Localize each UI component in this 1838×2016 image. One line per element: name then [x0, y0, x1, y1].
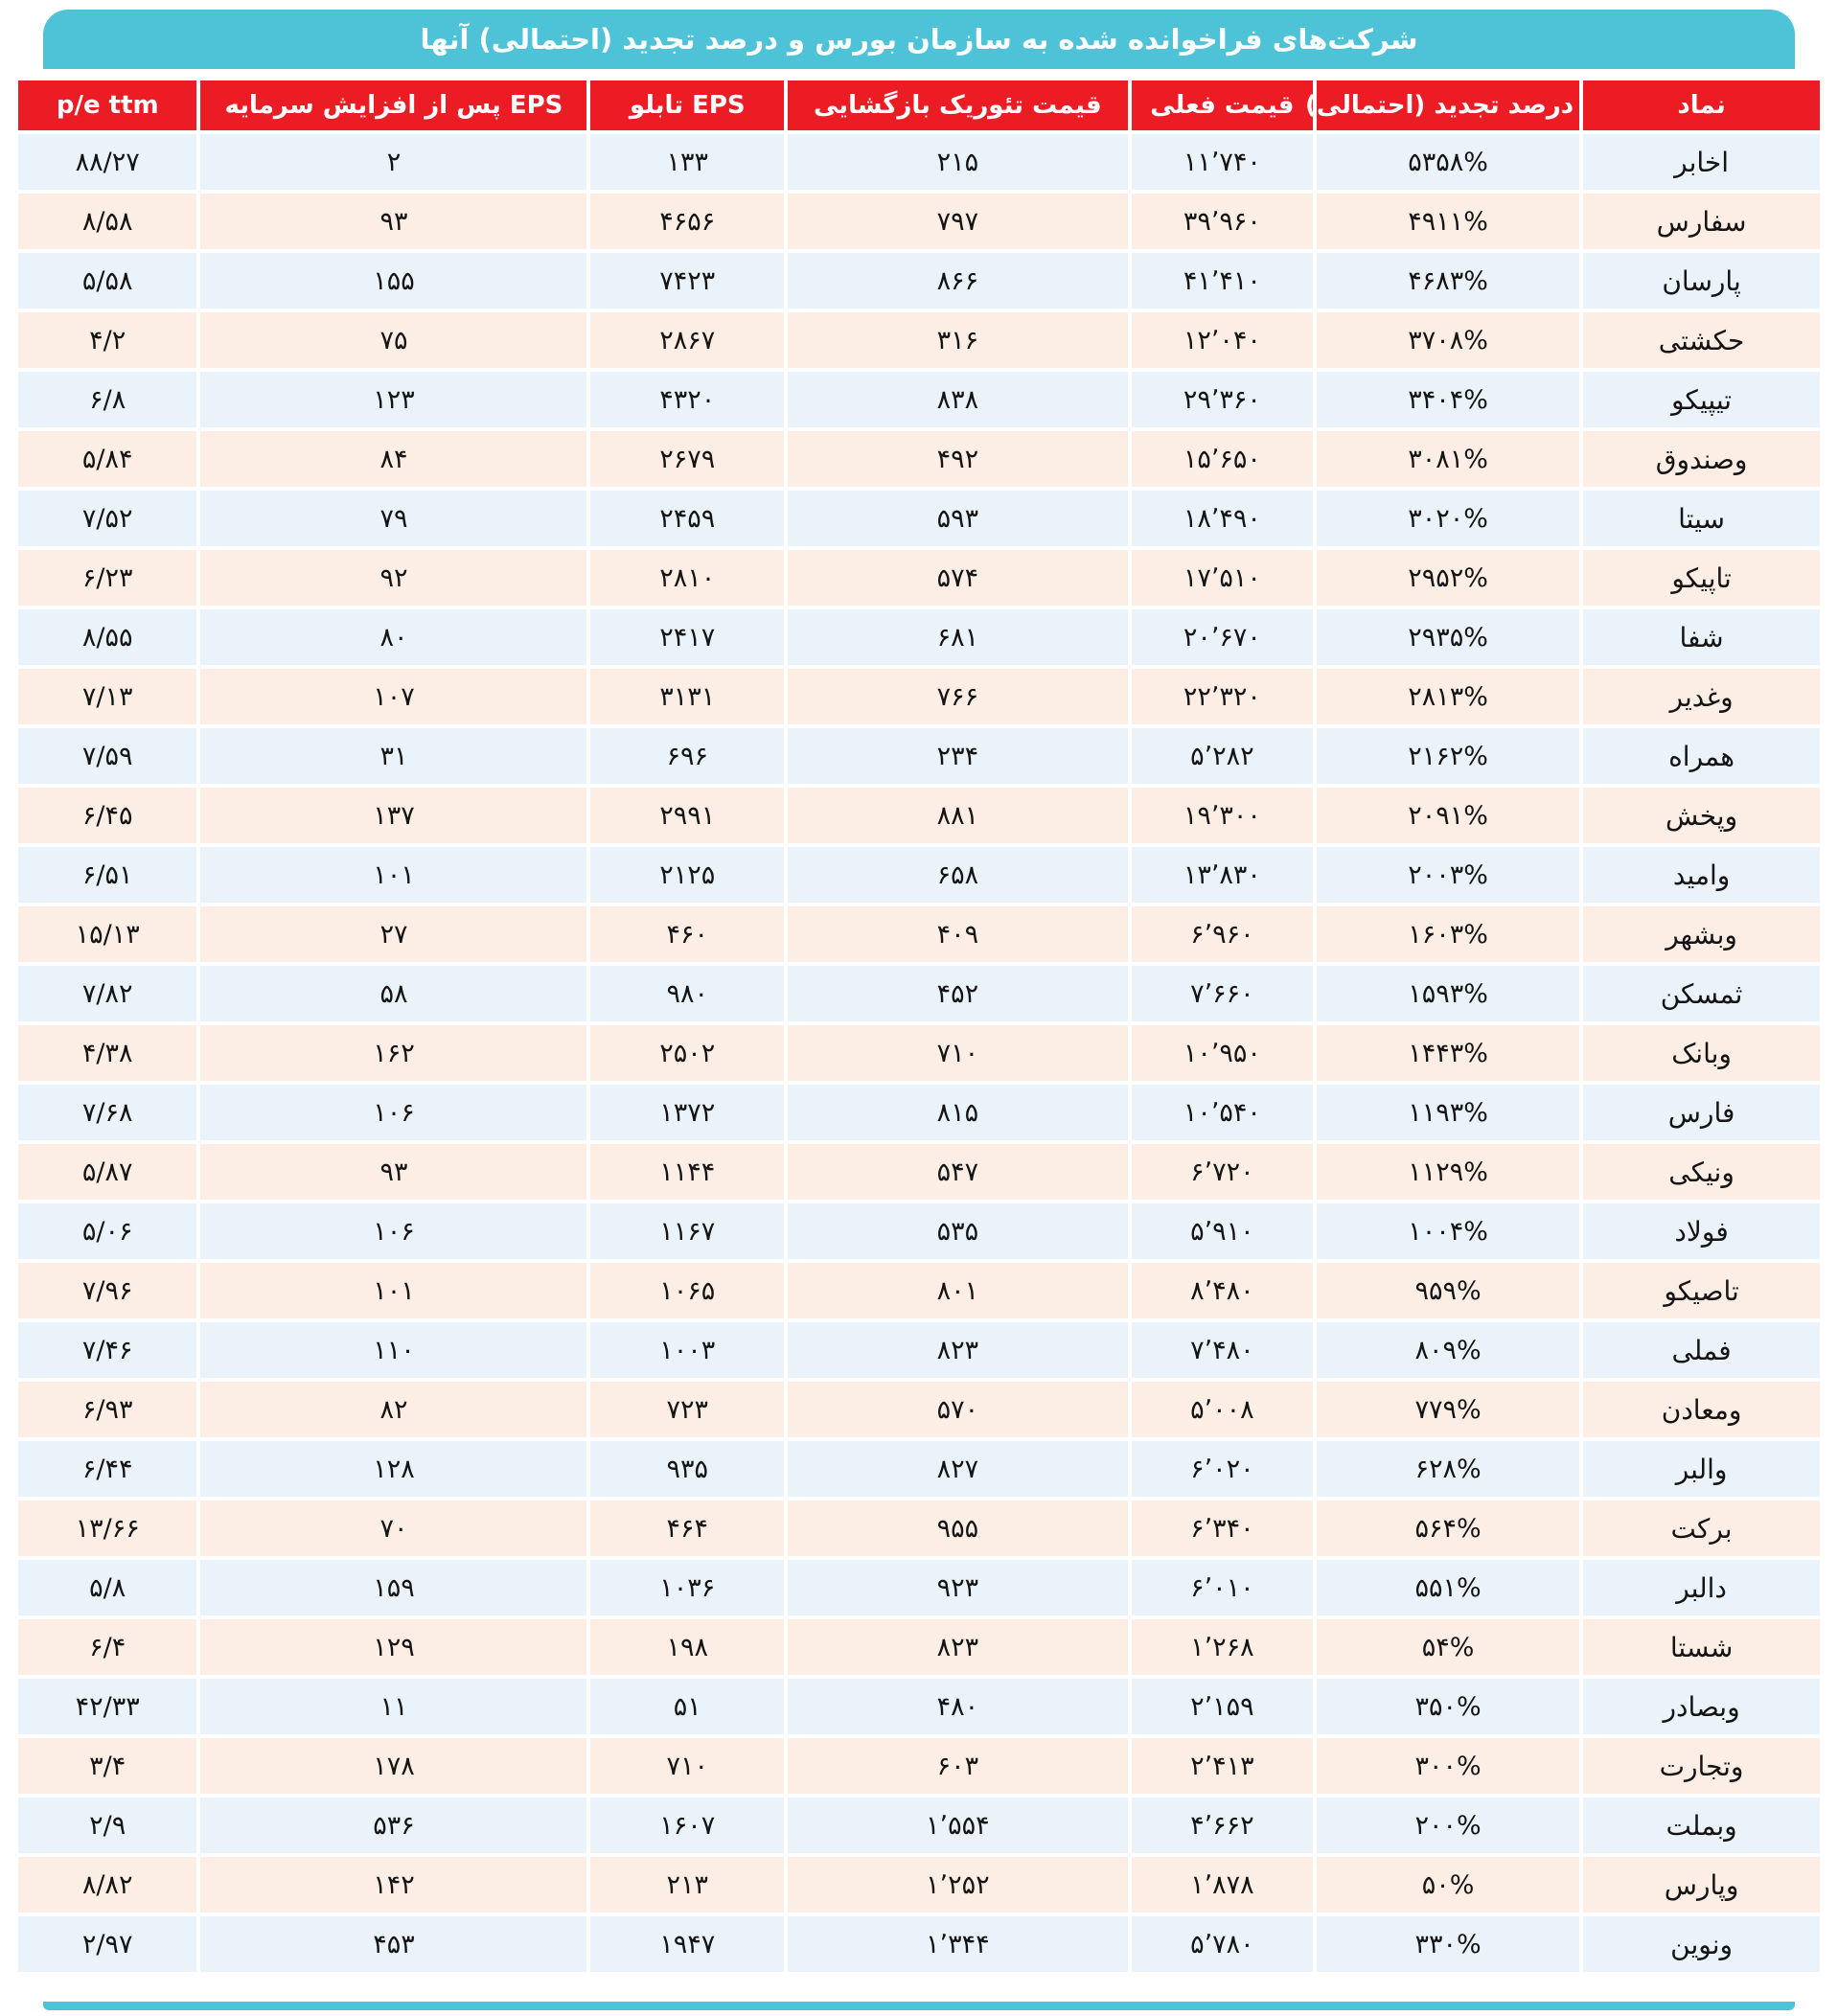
cell-theo: ۵۷۴ [788, 550, 1128, 606]
cell-theo: ۶۸۱ [788, 609, 1128, 665]
column-header-eps-board[interactable]: EPS تابلو [590, 80, 784, 130]
table-row[interactable] [18, 1916, 1820, 1972]
cell-eps_after: ۹۳ [200, 1144, 586, 1200]
cell-pe_ttm: ۷/۶۸ [18, 1085, 196, 1140]
table-row[interactable] [18, 1560, 1820, 1615]
cell-price: ۱۸٬۴۹۰ [1132, 491, 1313, 546]
cell-symbol: فملی [1583, 1322, 1820, 1378]
cell-pe_ttm: ۷/۵۲ [18, 491, 196, 546]
cell-pe_ttm: ۲/۹۷ [18, 1916, 196, 1972]
table-row[interactable] [18, 194, 1820, 249]
cell-theo: ۴۰۹ [788, 906, 1128, 962]
cell-pct: ۲۰۰% [1317, 1798, 1579, 1853]
cell-symbol: والبر [1583, 1441, 1820, 1497]
cell-price: ۱۵٬۶۵۰ [1132, 431, 1313, 487]
cell-price: ۴٬۶۶۲ [1132, 1798, 1313, 1853]
cell-pct: ۲۸۱۳% [1317, 669, 1579, 724]
column-header-price[interactable]: قیمت فعلی [1132, 80, 1313, 130]
cell-eps_after: ۱۲۹ [200, 1619, 586, 1675]
cell-eps_board: ۱۰۳۶ [590, 1560, 784, 1615]
cell-eps_board: ۲۴۱۷ [590, 609, 784, 665]
table-body [18, 134, 1820, 1972]
cell-pe_ttm: ۷/۸۲ [18, 966, 196, 1021]
cell-eps_board: ۳۱۳۱ [590, 669, 784, 724]
cell-pct: ۷۷۹% [1317, 1382, 1579, 1437]
cell-symbol: سفارس [1583, 194, 1820, 249]
cell-symbol: وامید [1583, 847, 1820, 903]
cell-symbol: اخابر [1583, 134, 1820, 190]
cell-price: ۸٬۴۸۰ [1132, 1263, 1313, 1318]
table-row[interactable] [18, 1738, 1820, 1794]
cell-theo: ۸۰۱ [788, 1263, 1128, 1318]
cell-eps_after: ۱۰۶ [200, 1085, 586, 1140]
companies-table [14, 77, 1824, 1976]
cell-theo: ۲۱۵ [788, 134, 1128, 190]
table-row[interactable] [18, 431, 1820, 487]
cell-theo: ۸۱۵ [788, 1085, 1128, 1140]
cell-eps_board: ۱۰۶۵ [590, 1263, 784, 1318]
table-row[interactable] [18, 728, 1820, 784]
cell-eps_after: ۱۳۷ [200, 788, 586, 843]
cell-symbol: ثمسکن [1583, 966, 1820, 1021]
table-row[interactable] [18, 1619, 1820, 1675]
cell-eps_board: ۴۳۲۰ [590, 372, 784, 427]
cell-eps_board: ۲۸۶۷ [590, 312, 784, 368]
table-row[interactable] [18, 550, 1820, 606]
cell-pct: ۵۳۵۸% [1317, 134, 1579, 190]
cell-theo: ۷۶۶ [788, 669, 1128, 724]
cell-symbol: وبانک [1583, 1025, 1820, 1081]
cell-eps_board: ۴۶۴ [590, 1501, 784, 1556]
cell-pct: ۲۰۰۳% [1317, 847, 1579, 903]
cell-symbol: شستا [1583, 1619, 1820, 1675]
cell-eps_board: ۹۸۰ [590, 966, 784, 1021]
cell-symbol: تاصیکو [1583, 1263, 1820, 1318]
cell-symbol: حکشتی [1583, 312, 1820, 368]
table-row[interactable] [18, 312, 1820, 368]
cell-symbol: ونوین [1583, 1916, 1820, 1972]
table-row[interactable] [18, 1085, 1820, 1140]
cell-pct: ۵۶۴% [1317, 1501, 1579, 1556]
cell-theo: ۴۸۰ [788, 1679, 1128, 1734]
table-row[interactable] [18, 372, 1820, 427]
table-row[interactable] [18, 491, 1820, 546]
table-row[interactable] [18, 1857, 1820, 1913]
cell-eps_after: ۷۹ [200, 491, 586, 546]
cell-eps_board: ۲۴۵۹ [590, 491, 784, 546]
table-row[interactable] [18, 847, 1820, 903]
cell-pct: ۴۹۱۱% [1317, 194, 1579, 249]
cell-price: ۶٬۷۲۰ [1132, 1144, 1313, 1200]
cell-price: ۲٬۱۵۹ [1132, 1679, 1313, 1734]
cell-eps_after: ۱۴۲ [200, 1857, 586, 1913]
table-row[interactable] [18, 134, 1820, 190]
bottom-accent-bar [43, 2002, 1795, 2010]
cell-pe_ttm: ۵/۸ [18, 1560, 196, 1615]
cell-eps_after: ۴۵۳ [200, 1916, 586, 1972]
table-row[interactable] [18, 788, 1820, 843]
table-row[interactable] [18, 966, 1820, 1021]
cell-eps_after: ۸۴ [200, 431, 586, 487]
cell-theo: ۵۴۷ [788, 1144, 1128, 1200]
table-row[interactable] [18, 1679, 1820, 1734]
cell-pe_ttm: ۵/۸۷ [18, 1144, 196, 1200]
cell-pct: ۵۰% [1317, 1857, 1579, 1913]
cell-price: ۳۹٬۹۶۰ [1132, 194, 1313, 249]
cell-pe_ttm: ۶/۵۱ [18, 847, 196, 903]
cell-pct: ۲۹۵۲% [1317, 550, 1579, 606]
cell-pct: ۸۰۹% [1317, 1322, 1579, 1378]
cell-eps_board: ۴۶۵۶ [590, 194, 784, 249]
cell-eps_board: ۱۰۰۳ [590, 1322, 784, 1378]
cell-eps_board: ۵۱ [590, 1679, 784, 1734]
cell-symbol: وبملت [1583, 1798, 1820, 1853]
cell-symbol: برکت [1583, 1501, 1820, 1556]
cell-eps_board: ۱۳۳ [590, 134, 784, 190]
cell-pe_ttm: ۴/۳۸ [18, 1025, 196, 1081]
table-row[interactable] [18, 1322, 1820, 1378]
cell-symbol: وبصادر [1583, 1679, 1820, 1734]
cell-symbol: سیتا [1583, 491, 1820, 546]
cell-pct: ۱۰۰۴% [1317, 1203, 1579, 1259]
cell-pe_ttm: ۳/۴ [18, 1738, 196, 1794]
cell-price: ۶٬۳۴۰ [1132, 1501, 1313, 1556]
cell-price: ۱۰٬۹۵۰ [1132, 1025, 1313, 1081]
cell-pct: ۵۴% [1317, 1619, 1579, 1675]
cell-theo: ۷۱۰ [788, 1025, 1128, 1081]
cell-eps_board: ۲۵۰۲ [590, 1025, 784, 1081]
cell-theo: ۳۱۶ [788, 312, 1128, 368]
cell-eps_board: ۷۴۲۳ [590, 253, 784, 309]
column-header-pct[interactable]: درصد تجدید (احتمالی) [1317, 80, 1579, 130]
cell-symbol: فولاد [1583, 1203, 1820, 1259]
cell-pct: ۱۵۹۳% [1317, 966, 1579, 1021]
cell-pe_ttm: ۴۲/۳۳ [18, 1679, 196, 1734]
cell-theo: ۴۵۲ [788, 966, 1128, 1021]
cell-price: ۱٬۸۷۸ [1132, 1857, 1313, 1913]
cell-pe_ttm: ۸/۵۸ [18, 194, 196, 249]
table-row[interactable] [18, 1382, 1820, 1437]
cell-symbol: شفا [1583, 609, 1820, 665]
cell-eps_after: ۸۲ [200, 1382, 586, 1437]
table-header [18, 80, 1820, 130]
cell-pe_ttm: ۲/۹ [18, 1798, 196, 1853]
cell-price: ۴۱٬۴۱۰ [1132, 253, 1313, 309]
cell-theo: ۹۲۳ [788, 1560, 1128, 1615]
cell-theo: ۸۳۸ [788, 372, 1128, 427]
cell-theo: ۵۷۰ [788, 1382, 1128, 1437]
cell-price: ۲۹٬۳۶۰ [1132, 372, 1313, 427]
cell-pe_ttm: ۶/۴ [18, 1619, 196, 1675]
cell-pct: ۳۰۲۰% [1317, 491, 1579, 546]
cell-eps_after: ۱۵۵ [200, 253, 586, 309]
cell-theo: ۷۹۷ [788, 194, 1128, 249]
cell-symbol: وپخش [1583, 788, 1820, 843]
column-header-eps-after[interactable]: EPS پس از افزایش سرمایه [200, 80, 586, 130]
cell-pct: ۱۴۴۳% [1317, 1025, 1579, 1081]
page-title: شرکت‌های فراخوانده شده به سازمان بورس و درصد تجدید (احتمالی) آنها [420, 23, 1418, 56]
cell-eps_board: ۴۶۰ [590, 906, 784, 962]
cell-eps_after: ۱۱ [200, 1679, 586, 1734]
table-header-row [18, 80, 1820, 130]
cell-price: ۶٬۹۶۰ [1132, 906, 1313, 962]
cell-eps_after: ۵۳۶ [200, 1798, 586, 1853]
table-row[interactable] [18, 669, 1820, 724]
cell-theo: ۱٬۵۵۴ [788, 1798, 1128, 1853]
cell-pct: ۱۶۰۳% [1317, 906, 1579, 962]
cell-eps_board: ۷۱۰ [590, 1738, 784, 1794]
cell-eps_after: ۸۰ [200, 609, 586, 665]
table-row[interactable] [18, 1025, 1820, 1081]
column-header-pe-ttm[interactable]: p/e ttm [18, 80, 196, 130]
cell-eps_after: ۲۷ [200, 906, 586, 962]
cell-pct: ۱۱۲۹% [1317, 1144, 1579, 1200]
cell-price: ۲۰٬۶۷۰ [1132, 609, 1313, 665]
cell-theo: ۶۵۸ [788, 847, 1128, 903]
cell-price: ۱۰٬۵۴۰ [1132, 1085, 1313, 1140]
cell-theo: ۸۲۷ [788, 1441, 1128, 1497]
table-row[interactable] [18, 1203, 1820, 1259]
table-row[interactable] [18, 253, 1820, 309]
table-row[interactable] [18, 1441, 1820, 1497]
cell-eps_after: ۲ [200, 134, 586, 190]
cell-eps_board: ۲۹۹۱ [590, 788, 784, 843]
cell-pe_ttm: ۸۸/۲۷ [18, 134, 196, 190]
cell-symbol: وبشهر [1583, 906, 1820, 962]
cell-theo: ۸۸۱ [788, 788, 1128, 843]
cell-symbol: همراه [1583, 728, 1820, 784]
cell-theo: ۸۶۶ [788, 253, 1128, 309]
cell-price: ۵٬۷۸۰ [1132, 1916, 1313, 1972]
cell-price: ۲۲٬۳۲۰ [1132, 669, 1313, 724]
cell-pct: ۲۹۳۵% [1317, 609, 1579, 665]
cell-symbol: فارس [1583, 1085, 1820, 1140]
cell-eps_board: ۱۳۷۲ [590, 1085, 784, 1140]
cell-price: ۱٬۲۶۸ [1132, 1619, 1313, 1675]
cell-eps_after: ۷۵ [200, 312, 586, 368]
cell-price: ۷٬۶۶۰ [1132, 966, 1313, 1021]
cell-pe_ttm: ۷/۴۶ [18, 1322, 196, 1378]
cell-pe_ttm: ۱۳/۶۶ [18, 1501, 196, 1556]
cell-price: ۱۱٬۷۴۰ [1132, 134, 1313, 190]
cell-theo: ۵۹۳ [788, 491, 1128, 546]
cell-symbol: وتجارت [1583, 1738, 1820, 1794]
cell-pct: ۳۴۰۴% [1317, 372, 1579, 427]
cell-eps_after: ۱۰۷ [200, 669, 586, 724]
cell-eps_board: ۲۸۱۰ [590, 550, 784, 606]
cell-eps_board: ۲۱۳ [590, 1857, 784, 1913]
cell-pct: ۳۷۰۸% [1317, 312, 1579, 368]
cell-pe_ttm: ۷/۹۶ [18, 1263, 196, 1318]
cell-eps_board: ۹۳۵ [590, 1441, 784, 1497]
cell-price: ۵٬۰۰۸ [1132, 1382, 1313, 1437]
cell-price: ۱۹٬۳۰۰ [1132, 788, 1313, 843]
cell-eps_board: ۱۱۶۷ [590, 1203, 784, 1259]
cell-price: ۵٬۲۸۲ [1132, 728, 1313, 784]
cell-price: ۵٬۹۱۰ [1132, 1203, 1313, 1259]
cell-eps_board: ۱۹۴۷ [590, 1916, 784, 1972]
cell-pct: ۶۲۸% [1317, 1441, 1579, 1497]
cell-price: ۷٬۴۸۰ [1132, 1322, 1313, 1378]
cell-eps_after: ۱۶۲ [200, 1025, 586, 1081]
cell-symbol: پارسان [1583, 253, 1820, 309]
cell-pe_ttm: ۶/۹۳ [18, 1382, 196, 1437]
cell-pct: ۲۱۶۲% [1317, 728, 1579, 784]
cell-symbol: ونیکی [1583, 1144, 1820, 1200]
column-header-symbol[interactable]: نماد [1583, 80, 1820, 130]
cell-price: ۲٬۴۱۳ [1132, 1738, 1313, 1794]
table-row[interactable] [18, 906, 1820, 962]
cell-symbol: ومعادن [1583, 1382, 1820, 1437]
title-banner [43, 10, 1795, 69]
cell-pct: ۲۰۹۱% [1317, 788, 1579, 843]
cell-theo: ۵۳۵ [788, 1203, 1128, 1259]
cell-eps_board: ۱۹۸ [590, 1619, 784, 1675]
cell-eps_after: ۱۰۶ [200, 1203, 586, 1259]
cell-theo: ۴۹۲ [788, 431, 1128, 487]
cell-pct: ۳۵۰% [1317, 1679, 1579, 1734]
cell-pe_ttm: ۵/۰۶ [18, 1203, 196, 1259]
cell-eps_after: ۱۵۹ [200, 1560, 586, 1615]
cell-eps_after: ۱۱۰ [200, 1322, 586, 1378]
cell-symbol: وغدیر [1583, 669, 1820, 724]
cell-theo: ۱٬۲۵۲ [788, 1857, 1128, 1913]
cell-eps_after: ۱۷۸ [200, 1738, 586, 1794]
table-row[interactable] [18, 1798, 1820, 1853]
cell-eps_board: ۱۱۴۴ [590, 1144, 784, 1200]
table-row[interactable] [18, 1263, 1820, 1318]
cell-pe_ttm: ۶/۲۳ [18, 550, 196, 606]
cell-pe_ttm: ۶/۸ [18, 372, 196, 427]
cell-theo: ۸۲۳ [788, 1322, 1128, 1378]
cell-price: ۱۷٬۵۱۰ [1132, 550, 1313, 606]
cell-pct: ۵۵۱% [1317, 1560, 1579, 1615]
cell-pe_ttm: ۸/۸۲ [18, 1857, 196, 1913]
cell-eps_after: ۱۰۱ [200, 1263, 586, 1318]
cell-pe_ttm: ۶/۴۵ [18, 788, 196, 843]
cell-pe_ttm: ۷/۵۹ [18, 728, 196, 784]
cell-pe_ttm: ۸/۵۵ [18, 609, 196, 665]
table-row[interactable] [18, 1501, 1820, 1556]
cell-pct: ۳۳۰% [1317, 1916, 1579, 1972]
cell-pct: ۱۱۹۳% [1317, 1085, 1579, 1140]
cell-pe_ttm: ۷/۱۳ [18, 669, 196, 724]
cell-pe_ttm: ۵/۵۸ [18, 253, 196, 309]
cell-theo: ۸۲۳ [788, 1619, 1128, 1675]
cell-eps_after: ۱۰۱ [200, 847, 586, 903]
column-header-theo[interactable]: قیمت تئوریک بازگشایی [788, 80, 1128, 130]
cell-eps_after: ۹۲ [200, 550, 586, 606]
cell-price: ۱۳٬۸۳۰ [1132, 847, 1313, 903]
cell-eps_board: ۲۱۲۵ [590, 847, 784, 903]
cell-theo: ۹۵۵ [788, 1501, 1128, 1556]
cell-eps_after: ۱۲۸ [200, 1441, 586, 1497]
cell-symbol: تیپیکو [1583, 372, 1820, 427]
cell-eps_after: ۷۰ [200, 1501, 586, 1556]
cell-symbol: وپارس [1583, 1857, 1820, 1913]
cell-eps_board: ۶۹۶ [590, 728, 784, 784]
cell-price: ۶٬۰۲۰ [1132, 1441, 1313, 1497]
cell-symbol: دالبر [1583, 1560, 1820, 1615]
cell-eps_board: ۱۶۰۷ [590, 1798, 784, 1853]
table-row[interactable] [18, 609, 1820, 665]
cell-theo: ۱٬۳۴۴ [788, 1916, 1128, 1972]
cell-eps_after: ۳۱ [200, 728, 586, 784]
table-row[interactable] [18, 1144, 1820, 1200]
cell-eps_after: ۵۸ [200, 966, 586, 1021]
cell-eps_board: ۲۶۷۹ [590, 431, 784, 487]
cell-pct: ۹۵۹% [1317, 1263, 1579, 1318]
cell-eps_after: ۱۲۳ [200, 372, 586, 427]
cell-pct: ۳۰۸۱% [1317, 431, 1579, 487]
cell-pe_ttm: ۱۵/۱۳ [18, 906, 196, 962]
cell-theo: ۶۰۳ [788, 1738, 1128, 1794]
cell-eps_after: ۹۳ [200, 194, 586, 249]
cell-price: ۱۲٬۰۴۰ [1132, 312, 1313, 368]
cell-pe_ttm: ۴/۲ [18, 312, 196, 368]
cell-pct: ۳۰۰% [1317, 1738, 1579, 1794]
cell-pct: ۴۶۸۳% [1317, 253, 1579, 309]
cell-pe_ttm: ۶/۴۴ [18, 1441, 196, 1497]
cell-symbol: تاپیکو [1583, 550, 1820, 606]
cell-eps_board: ۷۲۳ [590, 1382, 784, 1437]
cell-theo: ۲۳۴ [788, 728, 1128, 784]
cell-price: ۶٬۰۱۰ [1132, 1560, 1313, 1615]
cell-pe_ttm: ۵/۸۴ [18, 431, 196, 487]
cell-symbol: وصندوق [1583, 431, 1820, 487]
